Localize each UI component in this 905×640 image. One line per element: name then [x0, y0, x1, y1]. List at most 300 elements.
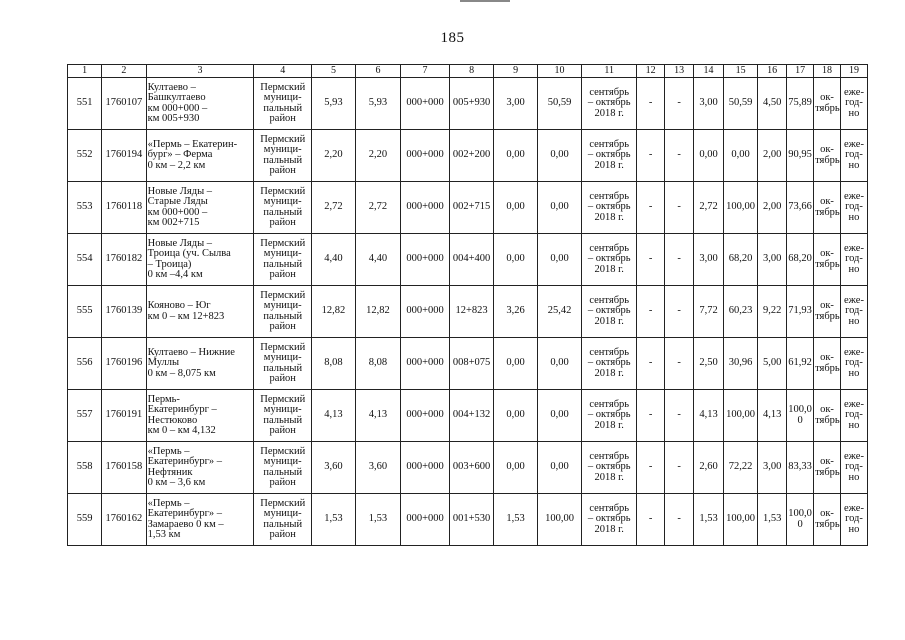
inspected-percent-cell: 60,23 — [724, 286, 758, 338]
district-line: пальный — [263, 414, 303, 426]
district-line: муници- — [263, 300, 302, 311]
inspection-month-cell — [814, 130, 841, 182]
length-repair-cell: 2,20 — [355, 130, 401, 182]
district-cell — [254, 182, 312, 234]
road-name-line: бург» – Ферма — [147, 149, 213, 161]
road-name-line: км 0 – км 12+823 — [147, 310, 225, 322]
repair-period-line: сентябрь — [589, 138, 630, 150]
district-line: пальный — [263, 310, 303, 322]
frequency-line: еже- — [844, 190, 864, 202]
end-km-cell: 002+715 — [449, 182, 494, 234]
inspection-month-cell — [814, 78, 841, 130]
start-km-cell: 000+000 — [401, 390, 450, 442]
column-number-19: 19 — [840, 65, 867, 78]
end-km-cell: 002+200 — [449, 130, 494, 182]
column-number-row — [68, 65, 868, 78]
inspection-month-line: ок- — [820, 144, 834, 155]
frequency-cell — [840, 234, 867, 286]
length-repair-cell: 4,13 — [355, 390, 401, 442]
inspected-km-cell: 3,00 — [694, 234, 724, 286]
repair-period-line: 2018 г. — [594, 159, 624, 171]
road-name-line: Екатеринбург – — [147, 404, 217, 415]
repair-period-line: – октябрь — [587, 305, 631, 317]
district-line: Пермский — [260, 133, 306, 145]
scan-mark — [460, 0, 510, 2]
road-name-line: 0 км –4,4 км — [147, 269, 203, 280]
length-repair-cell: 3,60 — [355, 442, 401, 494]
district-line: муници- — [263, 92, 302, 103]
col-13-cell: - — [665, 390, 694, 442]
planned-km-cell: 4,13 — [758, 390, 787, 442]
inspected-km-cell: 4,13 — [694, 390, 724, 442]
inspection-month-line: тябрь — [815, 310, 840, 322]
repair-period-cell — [582, 338, 637, 390]
repair-period-cell — [582, 494, 637, 546]
column-number-13: 13 — [665, 65, 694, 78]
length-done-cell: 0,00 — [494, 442, 537, 494]
repair-period-line: сентябрь — [589, 190, 630, 202]
percent-done-cell: 0,00 — [537, 338, 582, 390]
road-name-line: Новые Ляды – — [147, 237, 212, 249]
repair-period-cell — [582, 286, 637, 338]
frequency-line: еже- — [844, 398, 864, 410]
column-number-14: 14 — [694, 65, 724, 78]
inspected-km-cell: 2,50 — [694, 338, 724, 390]
repair-period-cell — [582, 78, 637, 130]
road-id-cell: 1760107 — [102, 78, 147, 130]
district-line: Пермский — [260, 81, 306, 93]
planned-km-cell: 5,00 — [758, 338, 787, 390]
inspection-month-cell — [814, 494, 841, 546]
row-number-cell: 556 — [68, 338, 102, 390]
repair-period-line: – октябрь — [587, 461, 631, 473]
road-name-cell — [146, 390, 254, 442]
col-13-cell: - — [665, 182, 694, 234]
frequency-cell — [840, 78, 867, 130]
percent-done-cell: 0,00 — [537, 234, 582, 286]
table-row — [68, 390, 868, 442]
inspection-month-line: ок- — [820, 300, 834, 311]
length-total-cell: 3,60 — [312, 442, 355, 494]
end-km-cell: 001+530 — [449, 494, 494, 546]
planned-percent-cell: 75,89 — [787, 78, 814, 130]
start-km-cell: 000+000 — [401, 78, 450, 130]
district-cell — [254, 286, 312, 338]
table-row — [68, 130, 868, 182]
district-line: Пермский — [260, 185, 306, 197]
planned-percent-line: 0 — [797, 518, 803, 530]
district-line: район — [269, 217, 296, 228]
inspected-percent-cell: 100,00 — [724, 390, 758, 442]
road-id-cell: 1760196 — [102, 338, 147, 390]
row-number-cell: 557 — [68, 390, 102, 442]
repair-period-line: 2018 г. — [594, 315, 624, 327]
start-km-cell: 000+000 — [401, 130, 450, 182]
road-name-cell — [146, 234, 254, 286]
district-line: Пермский — [260, 289, 306, 301]
inspected-km-cell: 1,53 — [694, 494, 724, 546]
inspected-percent-cell: 100,00 — [724, 494, 758, 546]
column-number-3: 3 — [146, 65, 254, 78]
length-repair-cell: 8,08 — [355, 338, 401, 390]
col-12-cell: - — [637, 78, 665, 130]
planned-percent-cell — [787, 390, 814, 442]
road-name-line: Нефтяник — [147, 466, 193, 478]
repair-period-line: – октябрь — [587, 253, 631, 265]
road-name-line: Екатеринбург» – — [147, 508, 222, 519]
end-km-cell: 004+400 — [449, 234, 494, 286]
inspection-month-cell — [814, 234, 841, 286]
column-number-5: 5 — [312, 65, 355, 78]
repair-period-line: 2018 г. — [594, 471, 624, 483]
frequency-line: год- — [845, 409, 863, 421]
repair-period-line: – октябрь — [587, 201, 631, 213]
district-cell — [254, 390, 312, 442]
road-name-line: Кояново – Юг — [147, 300, 211, 311]
inspected-percent-cell: 72,22 — [724, 442, 758, 494]
road-name-cell — [146, 338, 254, 390]
row-number-cell: 554 — [68, 234, 102, 286]
road-name-line: Старые Ляды — [147, 196, 208, 207]
inspected-percent-cell: 100,00 — [724, 182, 758, 234]
length-done-cell: 0,00 — [494, 234, 537, 286]
inspection-month-line: ок- — [820, 196, 834, 207]
percent-done-cell: 0,00 — [537, 130, 582, 182]
inspection-month-line: тябрь — [815, 102, 840, 114]
district-line: муници- — [263, 508, 302, 519]
district-line: пальный — [263, 258, 303, 270]
inspection-month-line: ок- — [820, 92, 834, 103]
road-id-cell: 1760191 — [102, 390, 147, 442]
district-line: Пермский — [260, 237, 306, 249]
inspection-month-line: тябрь — [815, 414, 840, 426]
column-number-2: 2 — [102, 65, 147, 78]
end-km-cell: 004+132 — [449, 390, 494, 442]
frequency-line: год- — [845, 357, 863, 369]
district-line: муници- — [263, 456, 302, 467]
planned-km-cell: 2,00 — [758, 130, 787, 182]
road-name-line: «Пермь – — [147, 445, 190, 457]
planned-percent-line: 0 — [797, 414, 803, 426]
road-name-line: 1,53 км — [147, 529, 181, 540]
planned-km-cell: 9,22 — [758, 286, 787, 338]
road-name-cell — [146, 442, 254, 494]
inspected-percent-cell: 0,00 — [724, 130, 758, 182]
repair-period-line: сентябрь — [589, 346, 630, 358]
inspection-month-line: тябрь — [815, 154, 840, 166]
col-13-cell: - — [665, 78, 694, 130]
district-line: пальный — [263, 466, 303, 478]
road-name-line: «Пермь – Екатерин- — [147, 138, 238, 150]
road-name-line: Башкултаево — [147, 92, 206, 103]
planned-percent-cell — [787, 494, 814, 546]
inspected-km-cell: 2,72 — [694, 182, 724, 234]
road-name-line: км 000+000 – — [147, 102, 208, 114]
road-name-line: 0 км – 8,075 км — [147, 367, 216, 379]
road-id-cell: 1760162 — [102, 494, 147, 546]
col-13-cell: - — [665, 234, 694, 286]
col-12-cell: - — [637, 494, 665, 546]
district-cell — [254, 78, 312, 130]
col-12-cell: - — [637, 286, 665, 338]
district-line: пальный — [263, 518, 303, 530]
length-done-cell: 0,00 — [494, 338, 537, 390]
repair-period-line: сентябрь — [589, 450, 630, 462]
frequency-line: еже- — [844, 86, 864, 98]
repair-period-line: 2018 г. — [594, 263, 624, 275]
district-line: район — [269, 477, 296, 488]
inspection-month-line: ок- — [820, 352, 834, 363]
district-cell — [254, 130, 312, 182]
road-name-line: – Троица) — [147, 258, 192, 270]
percent-done-cell: 0,00 — [537, 182, 582, 234]
road-id-cell: 1760118 — [102, 182, 147, 234]
district-line: пальный — [263, 362, 303, 374]
repair-period-line: – октябрь — [587, 357, 631, 369]
column-number-15: 15 — [724, 65, 758, 78]
road-name-line: км 0 – км 4,132 — [147, 425, 216, 436]
inspected-percent-cell: 68,20 — [724, 234, 758, 286]
road-id-cell: 1760139 — [102, 286, 147, 338]
column-number-6: 6 — [355, 65, 401, 78]
district-line: муници- — [263, 248, 302, 259]
inspected-km-cell: 7,72 — [694, 286, 724, 338]
road-name-line: Муллы — [147, 357, 180, 369]
frequency-line: еже- — [844, 502, 864, 514]
road-name-cell — [146, 286, 254, 338]
frequency-cell — [840, 494, 867, 546]
planned-km-cell: 3,00 — [758, 234, 787, 286]
district-line: пальный — [263, 102, 303, 114]
percent-done-cell: 25,42 — [537, 286, 582, 338]
length-total-cell: 5,93 — [312, 78, 355, 130]
road-name-cell — [146, 130, 254, 182]
inspected-percent-cell: 30,96 — [724, 338, 758, 390]
frequency-line: но — [848, 419, 860, 431]
length-total-cell: 4,40 — [312, 234, 355, 286]
inspection-month-line: ок- — [820, 404, 834, 415]
frequency-cell — [840, 286, 867, 338]
district-cell — [254, 234, 312, 286]
repair-period-line: 2018 г. — [594, 367, 624, 379]
column-number-9: 9 — [494, 65, 537, 78]
inspection-month-cell — [814, 390, 841, 442]
column-number-1: 1 — [68, 65, 102, 78]
road-name-line: км 002+715 — [147, 217, 200, 228]
road-name-line: Пермь- — [147, 393, 180, 405]
district-line: район — [269, 373, 296, 384]
district-line: муници- — [263, 352, 302, 363]
length-done-cell: 0,00 — [494, 182, 537, 234]
column-number-4: 4 — [254, 65, 312, 78]
col-12-cell: - — [637, 130, 665, 182]
district-line: Пермский — [260, 445, 306, 457]
length-repair-cell: 5,93 — [355, 78, 401, 130]
length-total-cell: 1,53 — [312, 494, 355, 546]
length-repair-cell: 4,40 — [355, 234, 401, 286]
start-km-cell: 000+000 — [401, 494, 450, 546]
frequency-cell — [840, 182, 867, 234]
frequency-line: год- — [845, 149, 863, 161]
frequency-line: еже- — [844, 138, 864, 150]
frequency-line: еже- — [844, 450, 864, 462]
planned-percent-cell: 71,93 — [787, 286, 814, 338]
road-name-line: Новые Ляды – — [147, 185, 212, 197]
frequency-line: год- — [845, 97, 863, 109]
inspection-month-line: ок- — [820, 508, 834, 519]
length-total-cell: 12,82 — [312, 286, 355, 338]
planned-km-cell: 2,00 — [758, 182, 787, 234]
col-12-cell: - — [637, 338, 665, 390]
start-km-cell: 000+000 — [401, 182, 450, 234]
frequency-line: но — [848, 471, 860, 483]
district-line: Пермский — [260, 341, 306, 353]
inspection-month-line: тябрь — [815, 362, 840, 374]
column-number-11: 11 — [582, 65, 637, 78]
planned-percent-line: 100,0 — [788, 404, 812, 415]
table-row — [68, 234, 868, 286]
percent-done-cell: 0,00 — [537, 442, 582, 494]
percent-done-cell: 100,00 — [537, 494, 582, 546]
row-number-cell: 553 — [68, 182, 102, 234]
column-number-16: 16 — [758, 65, 787, 78]
district-line: пальный — [263, 154, 303, 166]
district-line: Пермский — [260, 497, 306, 509]
planned-percent-cell: 68,20 — [787, 234, 814, 286]
planned-percent-line: 100,0 — [788, 508, 812, 519]
road-name-line: Нестюково — [147, 414, 198, 426]
inspection-month-cell — [814, 286, 841, 338]
repair-period-line: – октябрь — [587, 409, 631, 421]
planned-percent-cell: 73,66 — [787, 182, 814, 234]
inspected-km-cell: 2,60 — [694, 442, 724, 494]
length-repair-cell: 2,72 — [355, 182, 401, 234]
road-id-cell: 1760194 — [102, 130, 147, 182]
road-name-cell — [146, 78, 254, 130]
frequency-cell — [840, 390, 867, 442]
length-done-cell: 0,00 — [494, 130, 537, 182]
road-name-line: км 005+930 — [147, 113, 200, 124]
repair-period-line: сентябрь — [589, 398, 630, 410]
inspection-month-line: тябрь — [815, 206, 840, 218]
district-line: район — [269, 113, 296, 124]
inspection-month-cell — [814, 442, 841, 494]
end-km-cell: 12+823 — [449, 286, 494, 338]
inspection-month-line: ок- — [820, 248, 834, 259]
repair-period-line: 2018 г. — [594, 107, 624, 119]
table-row — [68, 494, 868, 546]
road-name-line: км 000+000 – — [147, 206, 208, 218]
col-13-cell: - — [665, 286, 694, 338]
repair-period-line: сентябрь — [589, 86, 630, 98]
start-km-cell: 000+000 — [401, 442, 450, 494]
district-line: район — [269, 269, 296, 280]
frequency-cell — [840, 338, 867, 390]
frequency-line: но — [848, 211, 860, 223]
length-total-cell: 2,20 — [312, 130, 355, 182]
table-row — [68, 78, 868, 130]
repair-period-line: – октябрь — [587, 97, 631, 109]
inspection-month-cell — [814, 338, 841, 390]
road-name-line: 0 км – 3,6 км — [147, 477, 206, 488]
frequency-cell — [840, 130, 867, 182]
frequency-line: год- — [845, 201, 863, 213]
col-12-cell: - — [637, 390, 665, 442]
length-total-cell: 4,13 — [312, 390, 355, 442]
repair-period-line: 2018 г. — [594, 211, 624, 223]
table-row — [68, 182, 868, 234]
end-km-cell: 003+600 — [449, 442, 494, 494]
road-name-line: 0 км – 2,2 км — [147, 159, 206, 171]
table-row — [68, 338, 868, 390]
repair-period-line: сентябрь — [589, 242, 630, 254]
row-number-cell: 559 — [68, 494, 102, 546]
frequency-line: но — [848, 315, 860, 327]
road-name-line: Замараево 0 км – — [147, 518, 224, 530]
start-km-cell: 000+000 — [401, 286, 450, 338]
district-line: муници- — [263, 404, 302, 415]
frequency-line: еже- — [844, 242, 864, 254]
district-line: район — [269, 529, 296, 540]
repair-period-line: – октябрь — [587, 149, 631, 161]
col-12-cell: - — [637, 234, 665, 286]
frequency-line: но — [848, 159, 860, 171]
repair-period-line: – октябрь — [587, 513, 631, 525]
column-number-12: 12 — [637, 65, 665, 78]
road-id-cell: 1760182 — [102, 234, 147, 286]
row-number-cell: 552 — [68, 130, 102, 182]
planned-percent-cell: 90,95 — [787, 130, 814, 182]
district-line: муници- — [263, 144, 302, 155]
column-number-7: 7 — [401, 65, 450, 78]
frequency-line: но — [848, 107, 860, 119]
frequency-line: год- — [845, 461, 863, 473]
district-line: Пермский — [260, 393, 306, 405]
inspection-month-line: тябрь — [815, 466, 840, 478]
road-name-cell — [146, 494, 254, 546]
road-name-cell — [146, 182, 254, 234]
repair-period-cell — [582, 234, 637, 286]
planned-km-cell: 3,00 — [758, 442, 787, 494]
col-13-cell: - — [665, 338, 694, 390]
start-km-cell: 000+000 — [401, 234, 450, 286]
road-repair-table — [67, 64, 868, 546]
district-line: муници- — [263, 196, 302, 207]
district-line: район — [269, 165, 296, 176]
frequency-line: еже- — [844, 346, 864, 358]
table-row — [68, 442, 868, 494]
row-number-cell: 555 — [68, 286, 102, 338]
length-total-cell: 8,08 — [312, 338, 355, 390]
inspection-month-line: тябрь — [815, 518, 840, 530]
row-number-cell: 551 — [68, 78, 102, 130]
road-name-line: Троица (уч. Сылва — [147, 248, 231, 259]
col-12-cell: - — [637, 442, 665, 494]
road-name-line: Култаево – Нижние — [147, 346, 235, 358]
col-13-cell: - — [665, 494, 694, 546]
district-line: район — [269, 425, 296, 436]
frequency-line: но — [848, 367, 860, 379]
frequency-line: год- — [845, 513, 863, 525]
length-done-cell: 3,00 — [494, 78, 537, 130]
repair-period-cell — [582, 442, 637, 494]
frequency-line: но — [848, 523, 860, 535]
repair-period-line: сентябрь — [589, 502, 630, 514]
length-repair-cell: 12,82 — [355, 286, 401, 338]
col-12-cell: - — [637, 182, 665, 234]
length-done-cell: 1,53 — [494, 494, 537, 546]
repair-period-cell — [582, 182, 637, 234]
